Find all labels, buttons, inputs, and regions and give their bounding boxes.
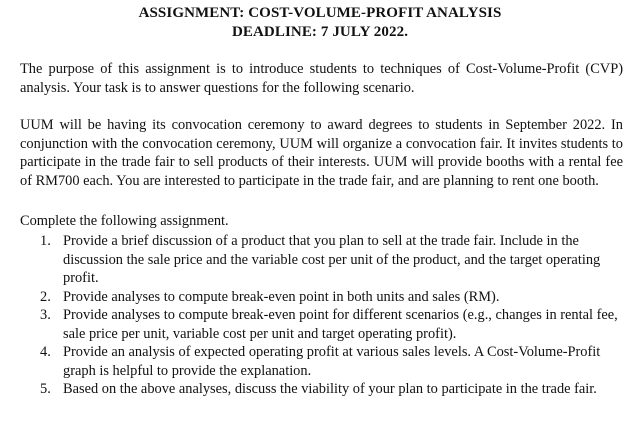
task-number: 5. [40,381,51,397]
scenario-paragraph: UUM will be having its convocation ceremony to award degrees to students in September 2022. In conjunction with the convocation ceremony, UUM will organize a convocation fair. It invites students to participate in the trade fair to sell products of their interests. UUM will provide booths with a rental fee of RM700 each. You are interested to participate in the trade fair, and are planning to rent one booth. [20,117,623,189]
task-number: 3. [40,307,51,323]
purpose-paragraph: The purpose of this assignment is to introduce students to techniques of Cost-Volume-Profit (CVP) analysis. Your task is to answer questions for the following scenario. [20,61,623,96]
assignment-title: ASSIGNMENT: COST-VOLUME-PROFIT ANALYSIS [138,5,502,21]
task-text: Provide an analysis of expected operating profit at various sales levels. A Cost-Volume-Profit graph is helpful to provide the explanation. [63,344,601,379]
task-item-2 [20,288,623,307]
task-text: Provide analyses to compute break-even point in both units and sales (RM). [63,288,500,305]
task-text: Based on the above analyses, discuss the viability of your plan to participate in the trade fair. [63,381,597,397]
assignment-deadline: DEADLINE: 7 JULY 2022. [231,24,409,40]
task-list [20,232,623,399]
task-text: Provide analyses to compute break-even point for different scenarios (e.g., changes in rental fee, sale price per unit, variable cost per unit and target operating profit). [63,307,618,342]
task-item-4 [20,343,623,380]
task-item-5 [20,380,623,399]
task-item-3 [20,306,623,343]
task-number: 1. [40,233,51,249]
task-item-1 [20,232,623,288]
task-number: 4. [40,344,51,360]
task-number: 2. [40,288,51,305]
instructions-intro: Complete the following assignment. [20,213,229,229]
task-text: Provide a brief discussion of a product that you plan to sell at the trade fair. Include in the discussion the sale price and the variable cost per unit of the product, and the target operating profit. [63,233,601,286]
